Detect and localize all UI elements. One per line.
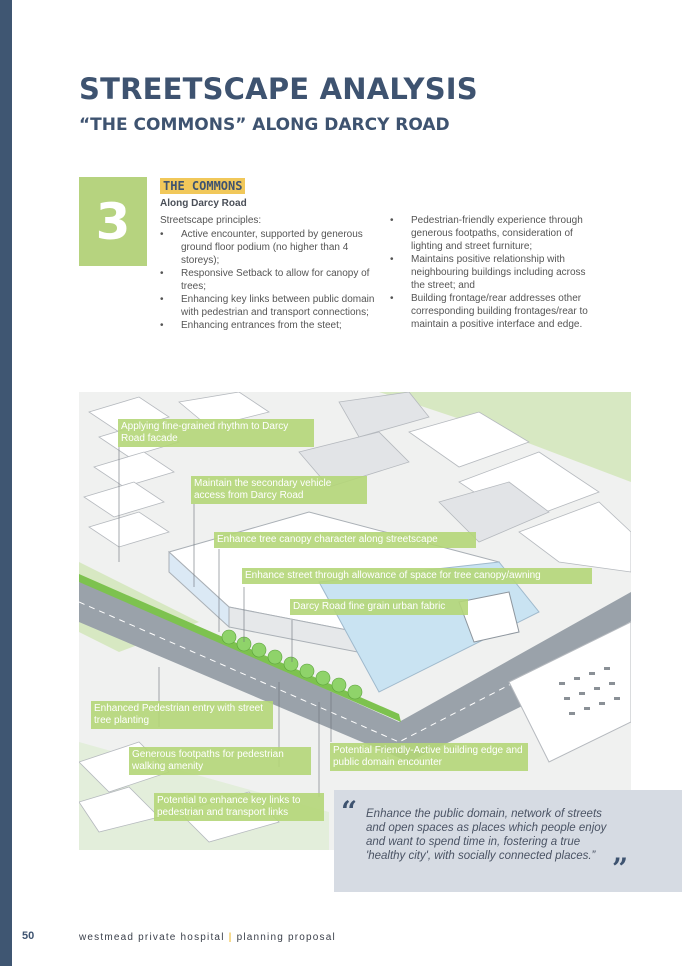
section-heading: THE COMMONS	[160, 178, 245, 194]
principles-list-left	[160, 228, 375, 332]
callout-footpaths: Generous footpaths for pedestrian walking amenity	[129, 747, 311, 775]
section-subheading: Along Darcy Road	[160, 198, 247, 209]
list-item: • Building frontage/rear addresses other corresponding building frontages/rear to maintain a positive interface and edge.	[390, 292, 600, 331]
page-number: 50	[22, 930, 35, 942]
footer-left: westmead private hospital	[79, 932, 225, 943]
list-item: • Maintains positive relationship with neighbouring buildings including across the street; and	[390, 253, 600, 292]
footer	[79, 932, 336, 943]
callout-vehicle-access: Maintain the secondary vehicle access from Darcy Road	[191, 476, 367, 504]
list-item: • Enhancing key links between public domain with pedestrian and transport connections;	[160, 293, 375, 319]
page-subtitle: “THE COMMONS” ALONG DARCY ROAD	[79, 115, 450, 135]
streetscape-diagram	[79, 392, 631, 850]
axonometric-illustration	[79, 392, 631, 850]
section-number-badge: 3	[79, 177, 147, 266]
callout-street-awning: Enhance street through allowance of space for tree canopy/awning	[242, 568, 592, 584]
callout-key-links: Potential to enhance key links to pedestrian and transport links	[154, 793, 324, 821]
callout-urban-fabric: Darcy Road fine grain urban fabric	[290, 599, 468, 615]
principles-list-right	[390, 214, 600, 331]
callout-active-edge: Potential Friendly-Active building edge and public domain encounter	[330, 743, 528, 771]
callout-fine-grained-rhythm: Applying fine-grained rhythm to Darcy Road facade	[118, 419, 314, 447]
callout-tree-canopy: Enhance tree canopy character along streetscape	[214, 532, 476, 548]
list-item: • Enhancing entrances from the steet;	[160, 319, 375, 332]
sidebar-accent-bar	[0, 0, 12, 966]
quote-text: Enhance the public domain, network of streets and open spaces as places which people enjoy and want to spend time in, fostering a true 'healthy city', with socially connected places.”	[366, 808, 607, 862]
page-title: STREETSCAPE ANALYSIS	[79, 72, 478, 106]
list-item: • Pedestrian-friendly experience through generous footpaths, consideration of lighting and street furniture;	[390, 214, 600, 253]
footer-separator: |	[228, 932, 233, 943]
footer-right: planning proposal	[236, 932, 336, 943]
callout-pedestrian-entry: Enhanced Pedestrian entry with street tree planting	[91, 701, 273, 729]
quote-close-mark: ”	[612, 852, 629, 885]
principles-label: Streetscape principles:	[160, 215, 262, 226]
list-item: • Active encounter, supported by generous ground floor podium (no higher than 4 storeys);	[160, 228, 375, 267]
quote-open-mark: “	[341, 795, 358, 828]
list-item: • Responsive Setback to allow for canopy of trees;	[160, 267, 375, 293]
